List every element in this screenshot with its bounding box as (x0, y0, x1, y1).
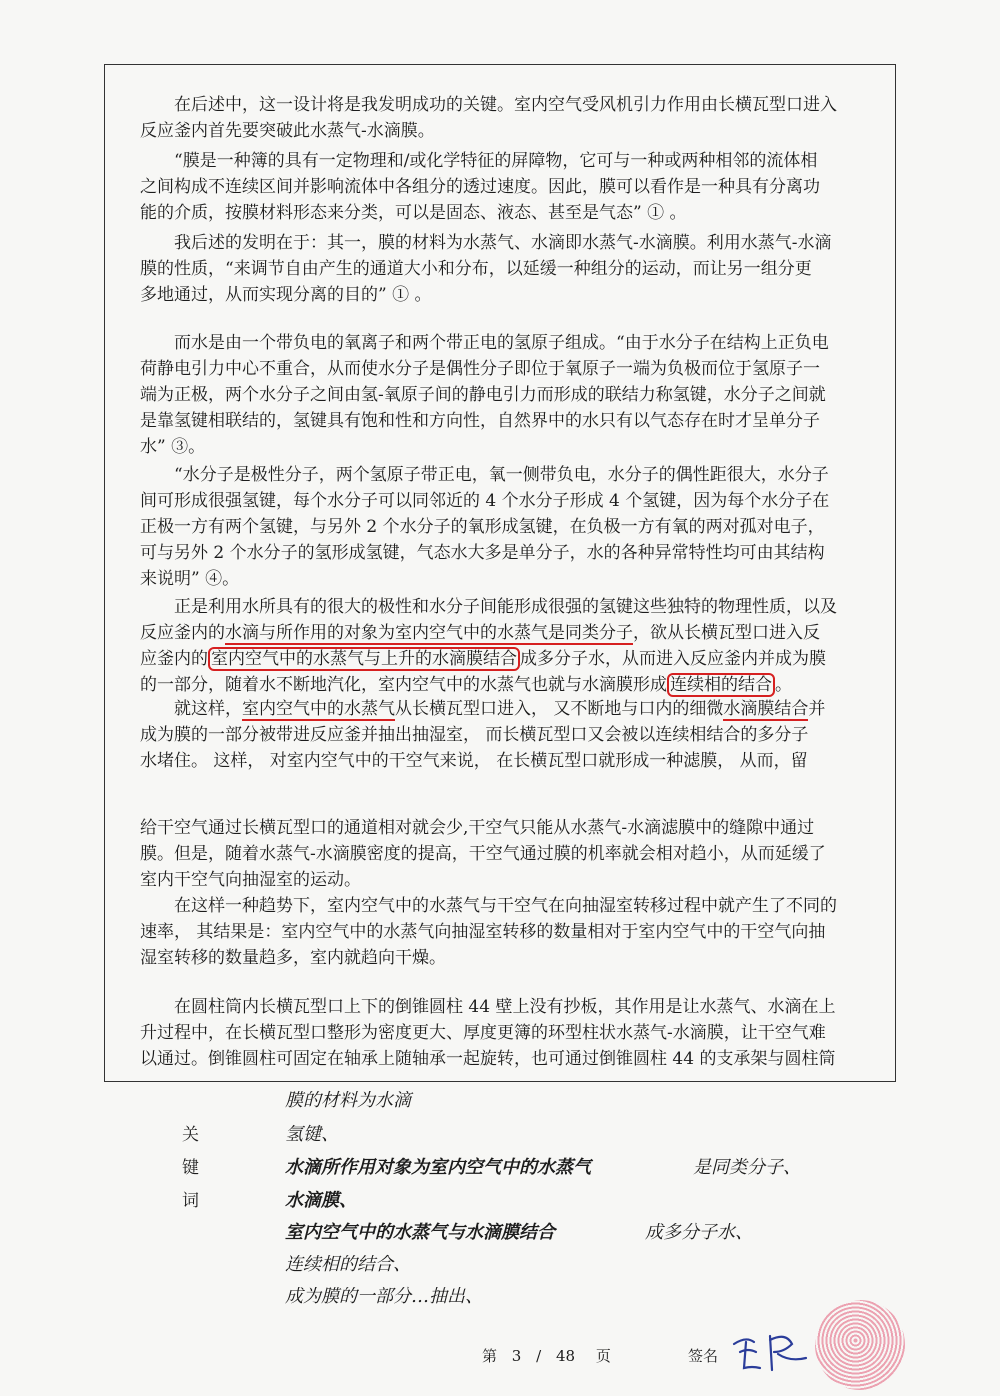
text-line: 在这样一种趋势下，室内空气中的水蒸气与干空气在向抽湿室转移过程中就产生了不同的 (174, 896, 837, 916)
text-line: 可与另外 2 个水分子的氢形成氢键，气态水大多是单分子，水的各种异常特性均可由其结构 (140, 543, 825, 563)
text-line: “水分子是极性分子，两个氢原子带正电，氧一侧带负电，水分子的偶性距很大，水分子 (174, 465, 829, 485)
text-run: ，欲从长横瓦型口进入反 (633, 623, 820, 643)
text-run: 。 (775, 675, 792, 695)
paragraph-5 (140, 462, 888, 592)
text-line: 是靠氢键相联结的，氢键具有饱和性和方向性，自然界中的水只有以气态存在时才呈单分子 (140, 411, 820, 431)
text-line: 水” ③。 (140, 437, 206, 457)
text-line: 膜。但是，随着水蒸气-水滴膜密度的提高，干空气通过膜的机率就会相对趋小，从而延缓了 (140, 844, 826, 864)
keyword-item: 膜的材料为水滴 (285, 1090, 411, 1111)
text-run: 的一部分，随着水不断地汽化，室内空气中的水蒸气也就与水滴膜形成 (140, 675, 667, 695)
red-underlined-phrase: 水滴与所作用的对象为室内空气中的水蒸气是同类分子 (225, 623, 633, 643)
text-line: 在后述中，这一设计将是我发明成功的关键。室内空气受风机引力作用由长横瓦型口进入 (174, 95, 837, 115)
text-line: 膜的性质，“来调节自由产生的通道大小和分布，以延缓一种组分的运动，而让另一组分更 (140, 259, 812, 279)
paragraph-3 (140, 230, 888, 308)
paragraph-7 (140, 696, 888, 774)
keywords-label-char: 键 (182, 1158, 199, 1178)
keyword-item: 成多分子水、 (645, 1222, 753, 1243)
keyword-item: 成为膜的一部分…抽出、 (285, 1286, 483, 1307)
text-line (140, 620, 888, 646)
text-line: 反应釜内首先要突破此水蒸气-水滴膜。 (140, 121, 435, 141)
text-line: 端为正极，两个水分子之间由氢-氧原子间的静电引力而形成的联结力称氢键，水分子之间就 (140, 385, 826, 405)
text-run: 并 (808, 699, 826, 719)
text-line: 能的介质，按膜材料形态来分类，可以是固态、液态、甚至是气态” ① 。 (140, 203, 687, 223)
text-line: 而水是由一个带负电的氧离子和两个带正电的氢原子组成。“由于水分子在结构上正负电 (174, 333, 829, 353)
text-line: 升过程中，在长横瓦型口整形为密度更大、厚度更簿的环型柱状水蒸气-水滴膜，让干空气难 (140, 1023, 826, 1043)
text-line: 荷静电引力中心不重合，从而使水分子是偶性分子即位于氧原子一端为负极而位于氢原子一 (140, 359, 820, 379)
text-line: 在圆柱筒内长横瓦型口上下的倒锥圆柱 44 壁上没有抄板，其作用是让水蒸气、水滴在上 (174, 997, 836, 1017)
keyword-item: 室内空气中的水蒸气与水滴膜结合 (285, 1222, 555, 1243)
paragraph-8 (140, 815, 888, 893)
keywords-label-char: 词 (182, 1191, 199, 1211)
red-boxed-phrase: 连续相的结合 (667, 673, 775, 697)
page-number (482, 1345, 611, 1366)
keyword-item: 水滴膜、 (285, 1190, 357, 1211)
text-line (140, 696, 888, 722)
text-line: 以通过。倒锥圆柱可固定在轴承上随轴承一起旋转，也可通过倒锥圆柱 44 的支承架与圆柱筒 (140, 1049, 836, 1069)
text-run: 反应釜内的 (140, 623, 225, 643)
page-current: 3 (511, 1347, 522, 1365)
text-run: 应釜内的 (140, 649, 208, 669)
keyword-item: 氢键、 (285, 1124, 339, 1145)
text-line: 来说明” ④。 (140, 569, 240, 589)
keyword-item: 是同类分子、 (693, 1157, 801, 1178)
text-line: 我后述的发明在于：其一，膜的材料为水蒸气、水滴即水蒸气-水滴膜。利用水蒸气-水滴 (174, 233, 832, 253)
paragraph-4 (140, 330, 888, 460)
text-line (140, 646, 888, 672)
text-line: 成为膜的一部分被带进反应釜并抽出抽湿室， 而长横瓦型口又会被以连续相结合的多分子 (140, 725, 809, 745)
text-line (140, 672, 888, 698)
text-line: 湿室转移的数量趋多，室内就趋向干燥。 (140, 948, 446, 968)
page-suffix: 页 (595, 1347, 611, 1365)
signature-label: 签名 (688, 1347, 719, 1365)
text-line: 室内干空气向抽湿室的运动。 (140, 870, 361, 890)
keyword-item: 水滴所作用对象为室内空气中的水蒸气 (285, 1157, 591, 1178)
text-line: 正是利用水所具有的很大的极性和水分子间能形成很强的氢键这些独特的物理性质，以及 (174, 597, 837, 617)
text-line: “膜是一种簿的具有一定物理和/或化学特征的屏障物，它可与一种或两种相邻的流体相 (174, 151, 818, 171)
page-prefix: 第 (482, 1347, 498, 1365)
text-run: 成多分子水，从而进入反应釜内并成为膜 (520, 649, 826, 669)
page-separator: / (536, 1347, 542, 1365)
paragraph-10 (140, 994, 888, 1072)
keyword-item: 连续相的结合、 (285, 1254, 411, 1275)
text-line: 间可形成很强氢键，每个水分子可以同邻近的 4 个水分子形成 4 个氢键，因为每个水分子在 (140, 491, 830, 511)
text-run: 就这样， (174, 699, 242, 719)
keywords-label-char: 关 (182, 1125, 199, 1145)
text-run: 从长横瓦型口进入， 又不断地与口内的细微 (395, 699, 724, 719)
paragraph-2 (140, 148, 888, 226)
page-total: 48 (555, 1347, 576, 1365)
text-line: 给干空气通过长横瓦型口的通道相对就会少,干空气只能从水蒸气-水滴滤膜中的缝隙中通过 (140, 818, 815, 838)
paragraph-9 (140, 893, 888, 971)
red-underlined-phrase: 室内空气中的水蒸气 (242, 699, 395, 719)
red-underlined-phrase: 水滴膜结合 (723, 699, 809, 719)
handwritten-signature (726, 1322, 816, 1382)
fingerprint-image (815, 1300, 905, 1390)
text-line: 正极一方有两个氢键，与另外 2 个水分子的氧形成氢键，在负极一方有氧的两对孤对电子， (140, 517, 825, 537)
red-boxed-phrase: 室内空气中的水蒸气与上升的水滴膜结合 (208, 647, 520, 671)
text-line: 速率， 其结果是：室内空气中的水蒸气向抽湿室转移的数量相对于室内空气中的干空气向抽 (140, 922, 826, 942)
text-line: 水堵住。 这样， 对室内空气中的干空气来说， 在长横瓦型口就形成一种滤膜， 从而，留 (140, 751, 808, 771)
text-line: 之间构成不连续区间并影响流体中各组分的透过速度。因此，膜可以看作是一种具有分离功 (140, 177, 820, 197)
text-line: 多地通过，从而实现分离的目的” ① 。 (140, 285, 432, 305)
paragraph-6 (140, 594, 888, 698)
paragraph-1 (140, 92, 888, 144)
